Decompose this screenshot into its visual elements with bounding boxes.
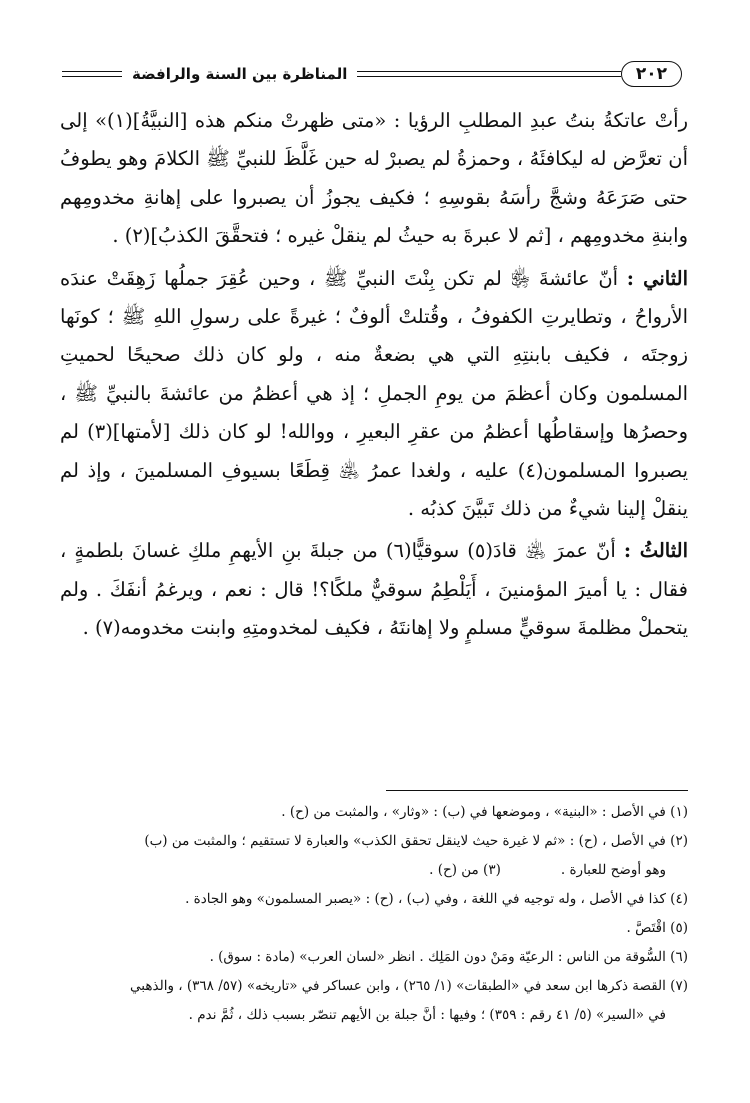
footnote-2: (٢) في الأصل ، (ح) : «ثم لا غيرة حيث لاينقل تحقق الكذب» والعبارة لا تستقيم ؛ والمثبت من (ب) <box>144 833 688 849</box>
paragraph-3 <box>60 532 688 647</box>
footnote-4: (٤) كذا في الأصل ، وله توجيه في اللغة ، وفي (ب) ، (ح) : «يصبر المسلمون» وهو الجادة . <box>185 891 688 907</box>
paragraph-2-text: أنّ عائشةَ ﵂ لم تكن بِنْتَ النبيِّ ﷺ ، وحين عُقِرَ جملُها زَهِقَتْ عندَه الأرواحُ ، وتطايرتِ الكفوفُ ، وقُتلتْ ألوفٌ ؛ غيرةً على رسولِ اللهِ ﷺ ؛ كونَها زوجتَه ، فكيف بابنتِهِ التي هي بضعةٌ منه ، ولو كان ذلك صحيحًا لحميتِ المسلمون وكان أعظمَ من يومِ الجملِ ؛ إذ هي أعظمُ من عائشةَ بالنبيِّ ﷺ ، وحصرُها وإسقاطُها أعظمُ من عقرِ البعيرِ ، ووالله! لو كان ذلك [لأمتها](٣) لم يصبروا المسلمون(٤) عليه ، ولغدا عمرُ ﵁ قِطَعًا بسيوفِ المسلمينَ ، وإذ لم ينقلْ إلينا شيءٌ من ذلك تَبيَّنَ كذبُه . <box>60 266 688 521</box>
header-rule-right <box>357 71 621 77</box>
paragraph-1 <box>60 102 688 256</box>
footnote-3: (٣) من (ح) . <box>429 862 501 878</box>
footnote-7-continued: في «السير» (٥/ ٤١ رقم : ٣٥٩) ؛ وفيها : أنَّ جبلة بن الأيهم تنصّر بسبب ذلك ، ثُمَّ ندم . <box>188 1007 666 1023</box>
footnote-6: (٦) السُّوقة من الناس : الرعيّة ومَنْ دون المَلِك . انظر «لسان العرب» (مادة : سوق) . <box>209 949 688 965</box>
main-text <box>60 102 688 648</box>
footnotes <box>60 798 688 1030</box>
header-rule-left <box>62 71 122 77</box>
footnote-separator <box>386 790 688 791</box>
paragraph-1-text: رأتْ عاتكةُ بنتُ عبدِ المطلبِ الرؤيا : «متى ظهرتْ منكم هذه [النبيَّةُ](١)» إلى أن تعرَّض له ليكافئَهُ ، وحمزةُ لم يصبرْ له حين غَلَّظَ للنبيِّ ﷺ الكلامَ وهو يطوفُ حتى صَرَعَهُ وشجَّ رأسَهُ بقوسِهِ ؛ فكيف يجوزُ أن يصبروا على إهانةِ مخدومِهم وابنةِ مخدومِهم ، [ثم لا عبرةَ به حيثُ لم ينقلْ غيره ؛ فتحقَّقَ الكذبُ](٢) . <box>60 109 688 248</box>
running-title: المناظرة بين السنة والرافضة <box>132 65 348 83</box>
paragraph-2 <box>60 260 688 529</box>
paragraph-3-text: أنّ عمرَ ﵁ قادَ(٥) سوقيًّا(٦) من جبلةَ بنِ الأيهمِ ملكِ غسانَ بلطمةٍ ، فقال : يا أميرَ المؤمنينَ ، أَيَلْطِمُ سوقيٌّ ملكًا؟! قال : نعم ، ويرغمُ أنفَكَ . ولم يتحملْ مظلمةَ سوقيٍّ مسلمٍ ولا إهانتَهُ ، فكيف لمخدومتِهِ وابنت مخدومه(٧) . <box>60 539 688 640</box>
footnote-2-tail: وهو أوضح للعبارة . <box>560 862 666 878</box>
page-header <box>62 56 686 92</box>
footnote-2-continued <box>60 856 688 885</box>
paragraph-2-lead: الثاني : <box>626 266 688 290</box>
footnote-1: (١) في الأصل : «البنية» ، وموضعها في (ب) : «وثار» ، والمثبت من (ح) . <box>281 804 688 820</box>
footnote-7: (٧) القصة ذكرها ابن سعد في «الطبقات» (١/ ٢٦٥) ، وابن عساكر في «تاريخه» (٥٧/ ٣٦٨) ، والذهبي <box>130 978 688 994</box>
page-number: ٢٠٢ <box>621 61 682 87</box>
paragraph-3-lead: الثالثُ : <box>623 539 688 563</box>
footnote-5: (٥) اقْتَصَّ . <box>626 920 688 936</box>
